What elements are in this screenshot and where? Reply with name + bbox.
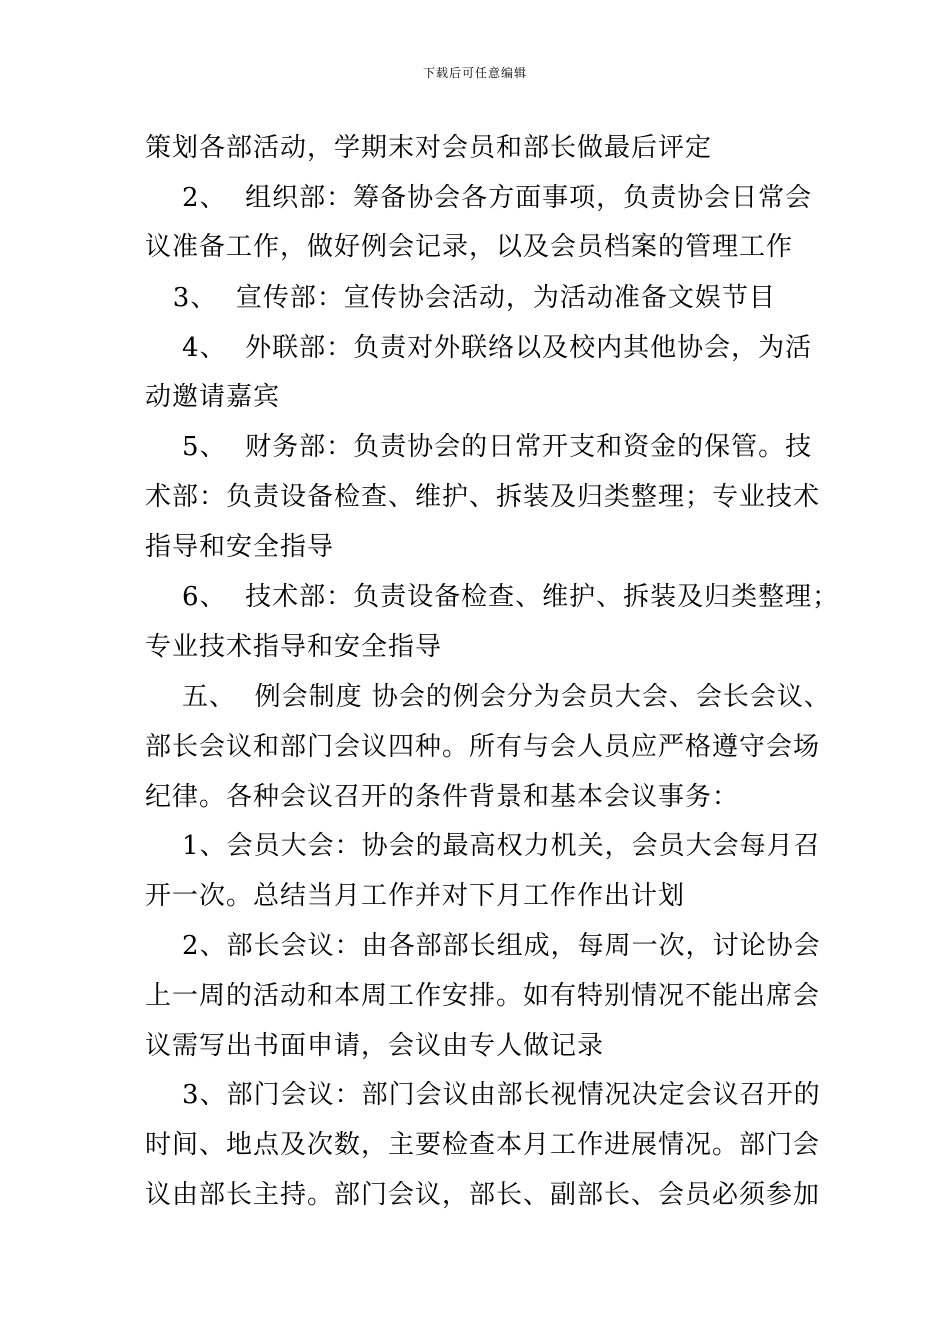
text-line: 4、 外联部：负责对外联络以及校内其他协会，为活 (145, 333, 813, 363)
text-line: 动邀请嘉宾 (145, 382, 281, 412)
text-line: 1、会员大会：协会的最高权力机关，会员大会每月召 (145, 831, 821, 861)
text-line: 五、 例会制度 协会的例会分为会员大会、会长会议、 (145, 682, 831, 712)
text-line: 2、 组织部：筹备协会各方面事项，负责协会日常会 (145, 183, 813, 213)
text-line: 开一次。总结当月工作并对下月工作作出计划 (145, 881, 686, 911)
text-line: 时间、地点及次数，主要检查本月工作进展情况。部门会 (145, 1130, 821, 1160)
text-line: 上一周的活动和本周工作安排。如有特别情况不能出席会 (145, 981, 821, 1011)
text-line: 专业技术指导和安全指导 (145, 632, 443, 662)
text-line: 议准备工作，做好例会记录，以及会员档案的管理工作 (145, 232, 794, 262)
text-line: 3、 宣传部：宣传协会活动，为活动准备文娱节目 (145, 283, 776, 313)
text-line: 部长会议和部门会议四种。所有与会人员应严格遵守会场 (145, 732, 821, 762)
text-line: 术部：负责设备检查、维护、拆装及归类整理；专业技术 (145, 482, 821, 512)
text-line: 5、 财务部：负责协会的日常开支和资金的保管。技 (145, 432, 813, 462)
text-line: 议需写出书面申请，会议由专人做记录 (145, 1031, 605, 1061)
text-line: 3、部门会议：部门会议由部长视情况决定会议召开的 (145, 1080, 821, 1110)
text-line: 6、 技术部：负责设备检查、维护、拆装及归类整理； (145, 582, 840, 612)
text-line: 议由部长主持。部门会议，部长、副部长、会员必须参加 (145, 1180, 821, 1210)
text-line: 纪律。各种会议召开的条件背景和基本会议事务： (145, 782, 740, 812)
page-header: 下载后可任意编辑 (422, 66, 527, 80)
text-line: 策划各部活动，学期末对会员和部长做最后评定 (145, 133, 713, 163)
text-line: 2、部长会议：由各部部长组成，每周一次，讨论协会 (145, 931, 821, 961)
text-line: 指导和安全指导 (145, 532, 335, 562)
